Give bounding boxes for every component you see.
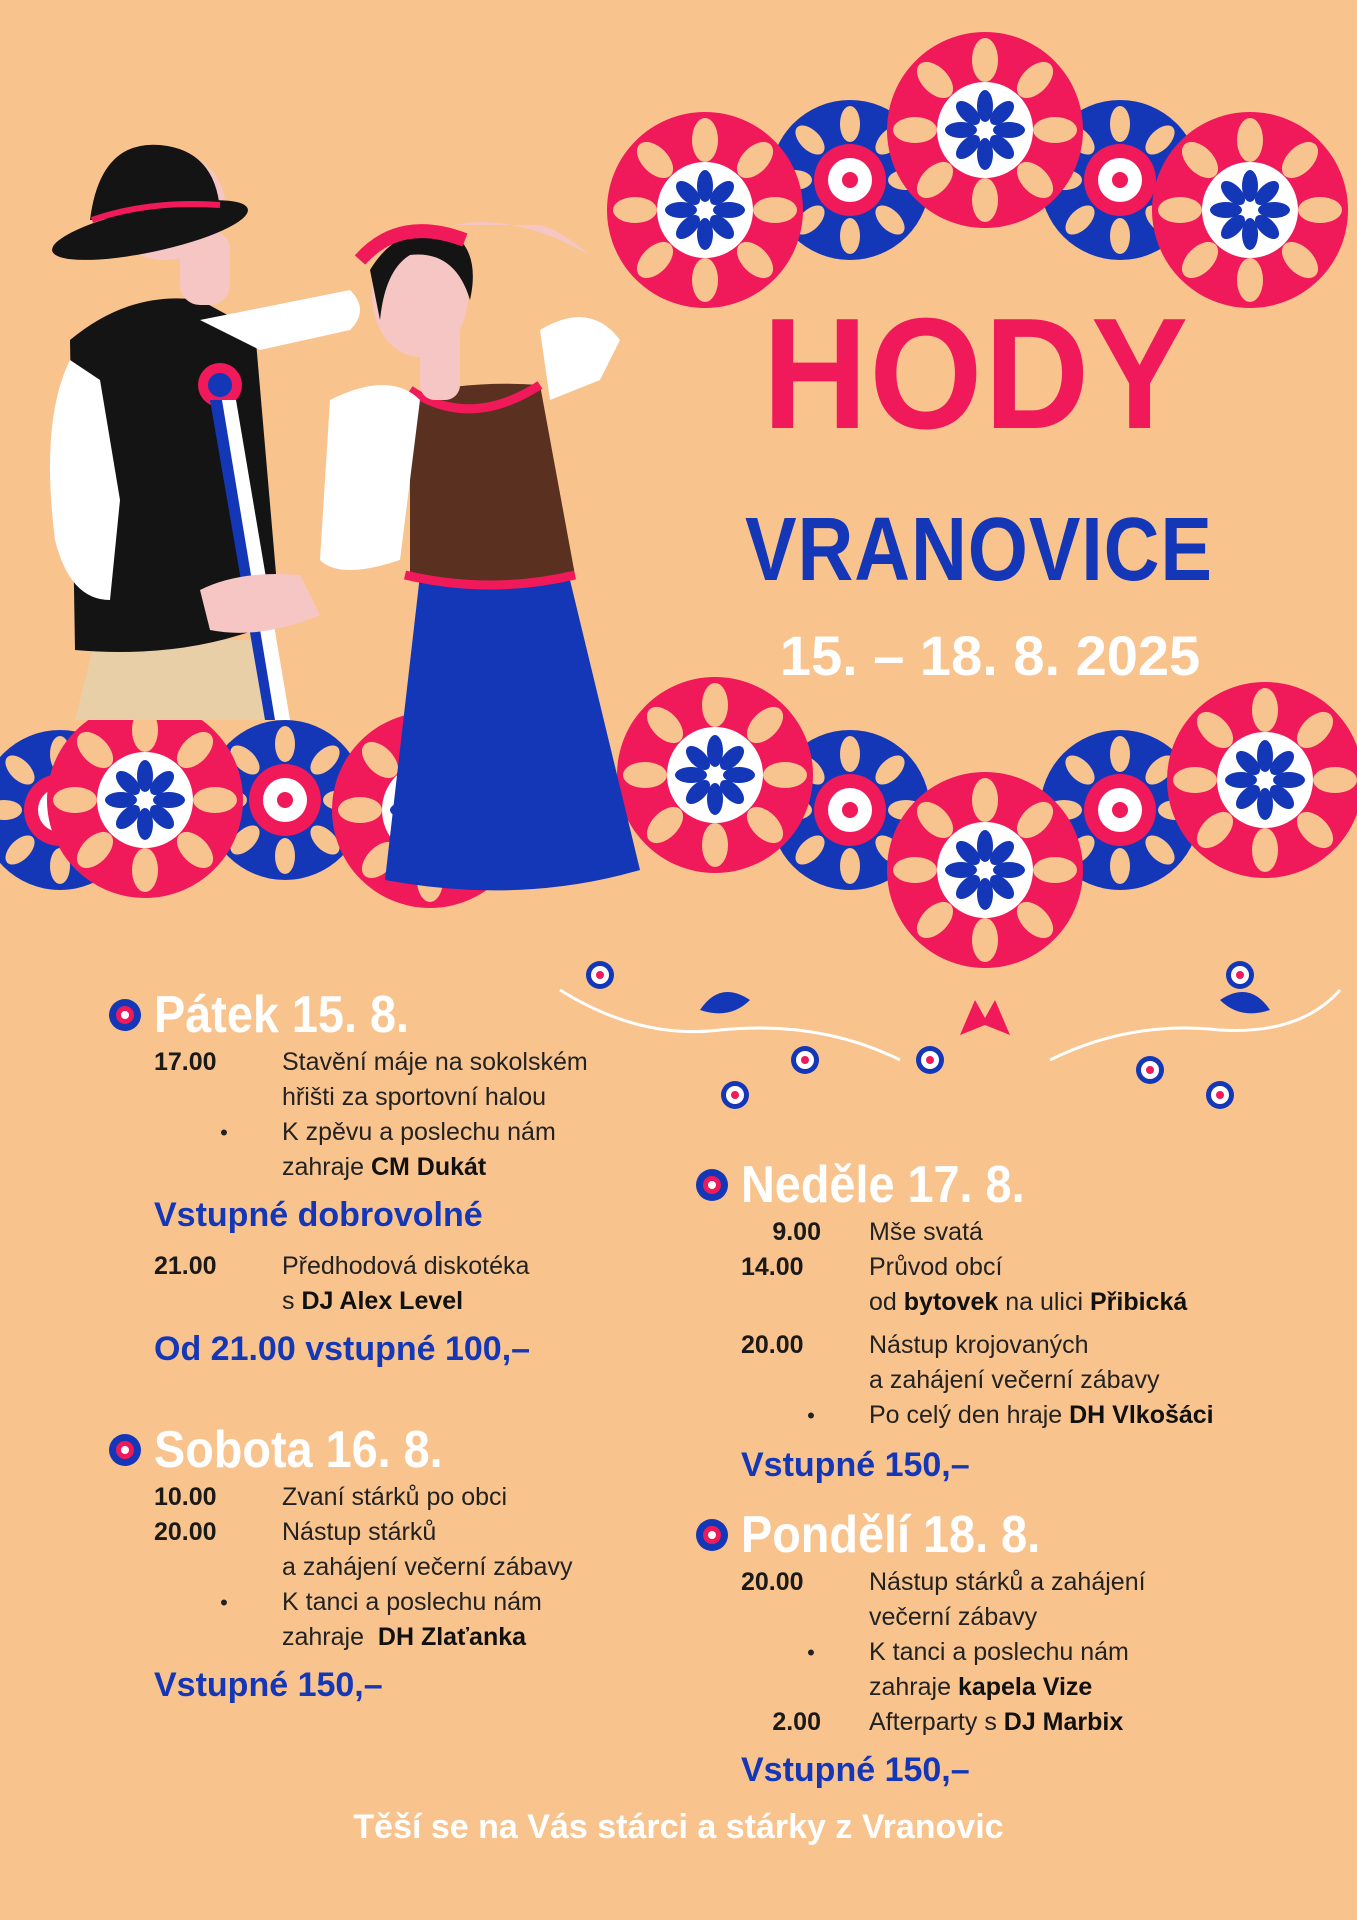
- schedule-row: [741, 1328, 1335, 1398]
- schedule-row: [154, 1045, 668, 1115]
- event-dates: 15. – 18. 8. 2025: [779, 624, 1201, 687]
- desc-line: hřišti za sportovní halou: [282, 1083, 547, 1111]
- time: 9.00: [772, 1218, 821, 1246]
- admission-fee: Od 21.00 vstupné 100,–: [154, 1330, 531, 1368]
- time: 2.00: [772, 1708, 821, 1736]
- event-location: VRANOVICE: [745, 500, 1213, 600]
- ornament-cluster: [560, 961, 1340, 1109]
- schedule-row: [154, 1585, 668, 1655]
- time: 20.00: [154, 1518, 217, 1546]
- desc-line: Nástup krojovaných: [869, 1331, 1089, 1359]
- bullet: •: [220, 1120, 228, 1145]
- desc-text: zahraje: [282, 1153, 371, 1181]
- flower-bullet-icon: [108, 998, 142, 1032]
- schedule-row: [154, 1249, 668, 1319]
- bullet: •: [807, 1403, 815, 1428]
- footer-greeting: Těší se na Vás stárci a stárky z Vranovic: [353, 1808, 1004, 1846]
- day-friday: [108, 985, 668, 1369]
- day-sunday: [695, 1155, 1335, 1485]
- schedule-row: [741, 1705, 1335, 1740]
- desc-line: a zahájení večerní zábavy: [869, 1366, 1160, 1394]
- performer: DH Zlaťanka: [377, 1623, 527, 1651]
- performer: kapela Vize: [957, 1673, 1093, 1701]
- desc-text: Po celý den hraje: [869, 1401, 1070, 1429]
- desc-line: Nástup stárků: [282, 1518, 437, 1546]
- desc-text: zahraje: [282, 1623, 378, 1651]
- desc-text: zahraje: [869, 1673, 958, 1701]
- desc-line: a zahájení večerní zábavy: [282, 1553, 573, 1581]
- day-saturday: [108, 1420, 668, 1705]
- time: 20.00: [741, 1568, 804, 1596]
- schedule-row: [741, 1250, 1335, 1320]
- desc-line: Průvod obcí: [869, 1253, 1003, 1281]
- admission-fee: Vstupné dobrovolné: [154, 1196, 483, 1234]
- time: 21.00: [154, 1252, 217, 1280]
- flower-bullet-icon: [695, 1168, 729, 1202]
- desc-line: Nástup stárků a zahájení: [869, 1568, 1146, 1596]
- desc-line: Předhodová diskotéka: [282, 1252, 530, 1280]
- desc-line: Stavění máje na sokolském: [282, 1048, 588, 1076]
- day-title: Pátek 15. 8.: [154, 986, 409, 1044]
- flower-bullet-icon: [695, 1518, 729, 1552]
- day-title: Pondělí 18. 8.: [741, 1506, 1041, 1564]
- time: 20.00: [741, 1331, 804, 1359]
- bullet: •: [220, 1590, 228, 1615]
- admission-fee: Vstupné 150,–: [741, 1446, 970, 1484]
- performer: DJ Marbix: [1003, 1708, 1124, 1736]
- desc-text: s: [282, 1287, 302, 1315]
- schedule-row: [741, 1635, 1335, 1705]
- desc-line: K tanci a poslechu nám: [869, 1638, 1129, 1666]
- flower-bullet-icon: [108, 1433, 142, 1467]
- desc-line: večerní zábavy: [869, 1603, 1038, 1631]
- admission-fee: Vstupné 150,–: [741, 1751, 970, 1789]
- schedule-row: [154, 1115, 668, 1185]
- place-name: bytovek: [903, 1288, 999, 1316]
- day-title: Sobota 16. 8.: [154, 1421, 443, 1479]
- schedule-row: [154, 1480, 668, 1515]
- performer: DJ Alex Level: [301, 1287, 464, 1315]
- desc-line: K tanci a poslechu nám: [282, 1588, 542, 1616]
- desc-line: Mše svatá: [869, 1218, 983, 1246]
- desc-text: od: [869, 1288, 904, 1316]
- day-monday: [695, 1505, 1335, 1790]
- performer: DH Vlkošáci: [1069, 1401, 1214, 1429]
- time: 17.00: [154, 1048, 217, 1076]
- time: 10.00: [154, 1483, 217, 1511]
- day-title: Neděle 17. 8.: [741, 1156, 1025, 1214]
- schedule-row: [741, 1565, 1335, 1635]
- street-name: Přibická: [1089, 1288, 1188, 1316]
- man-figure: [48, 145, 360, 720]
- event-title: HODY: [762, 286, 1190, 462]
- admission-fee: Vstupné 150,–: [154, 1666, 383, 1704]
- bullet: •: [807, 1640, 815, 1665]
- desc-text: na ulici: [998, 1288, 1090, 1316]
- schedule-row: [154, 1515, 668, 1585]
- time: 14.00: [741, 1253, 804, 1281]
- performer: CM Dukát: [370, 1153, 487, 1181]
- desc-text: Afterparty s: [869, 1708, 1004, 1736]
- desc-line: Zvaní stárků po obci: [282, 1483, 508, 1511]
- desc-line: K zpěvu a poslechu nám: [282, 1118, 556, 1146]
- schedule-row: [741, 1398, 1335, 1433]
- schedule-row: [741, 1215, 1335, 1250]
